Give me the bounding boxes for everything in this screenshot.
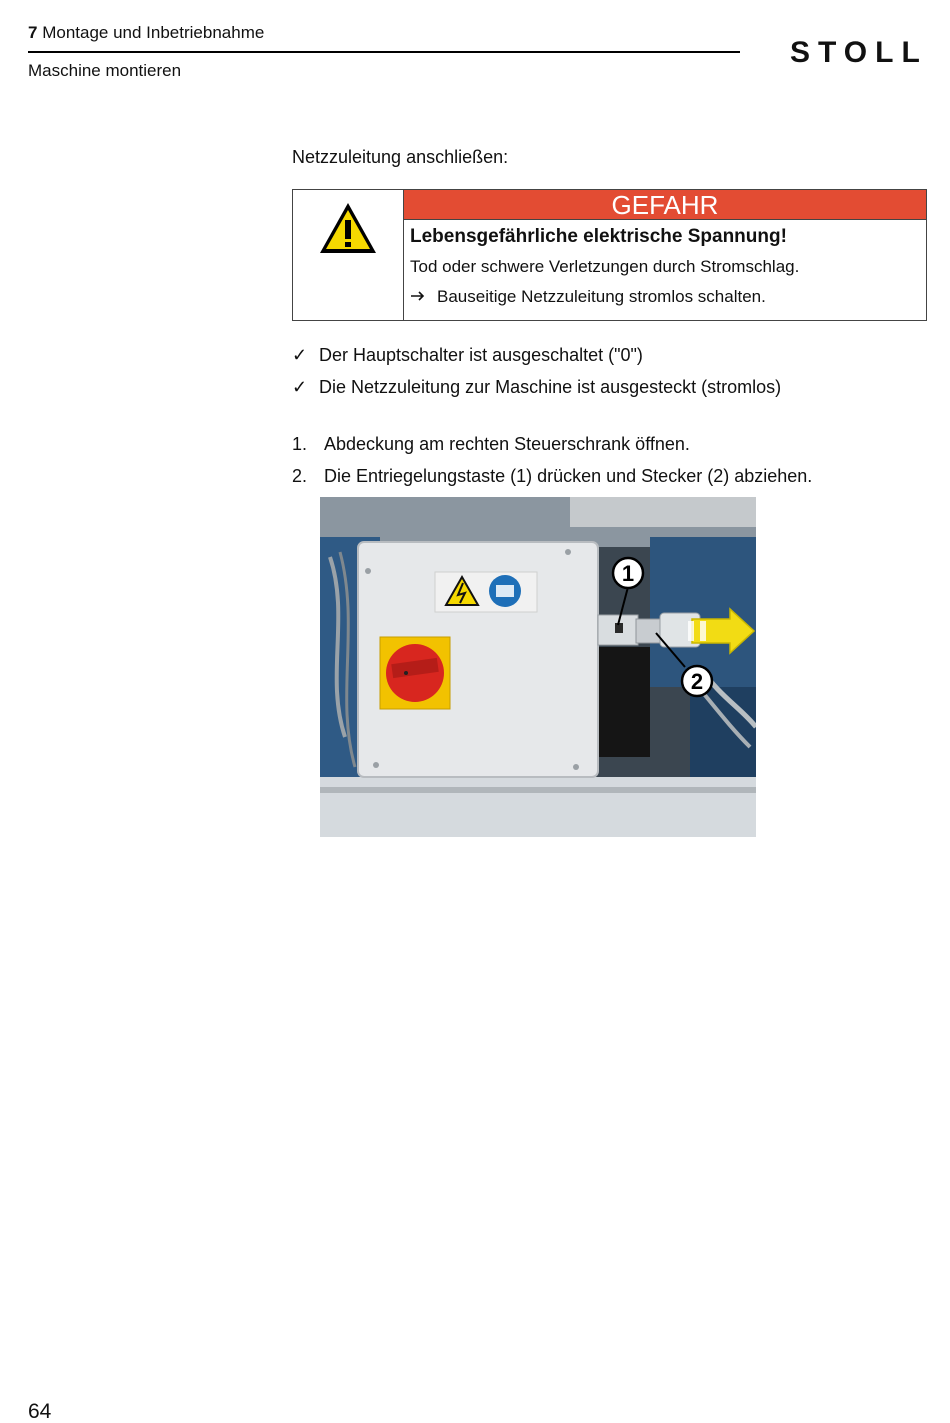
intro-text: Netzzuleitung anschließen: bbox=[292, 147, 509, 167]
warning-icon-cell bbox=[293, 190, 404, 320]
arrow-right-icon bbox=[410, 287, 437, 307]
step-item bbox=[292, 434, 690, 455]
hazard-action bbox=[404, 277, 926, 307]
warning-triangle-icon bbox=[317, 200, 379, 256]
section-title: Maschine montieren bbox=[28, 61, 182, 80]
checkmark-icon: ✓ bbox=[292, 377, 308, 397]
header-rule bbox=[28, 51, 740, 53]
signal-word: GEFAHR bbox=[404, 190, 926, 220]
control-cabinet-photo bbox=[320, 497, 756, 837]
callout-2: 2 bbox=[690, 669, 704, 694]
prerequisite-item bbox=[292, 345, 643, 366]
hazard-action-text: Bauseitige Netzzuleitung stromlos schalten. bbox=[437, 287, 766, 306]
step-number: 1. bbox=[292, 434, 308, 454]
chapter-number: 7 bbox=[28, 23, 38, 42]
prerequisite-text: Der Hauptschalter ist ausgeschaltet ("0") bbox=[319, 345, 643, 365]
checkmark-icon: ✓ bbox=[292, 345, 308, 365]
prerequisite-item bbox=[292, 377, 781, 398]
warning-content bbox=[404, 190, 926, 320]
step-text: Abdeckung am rechten Steuerschrank öffnen. bbox=[324, 434, 690, 454]
step-number: 2. bbox=[292, 466, 308, 486]
callout-1: 1 bbox=[621, 561, 635, 586]
chapter-heading bbox=[28, 23, 264, 43]
page-number: 64 bbox=[28, 1400, 52, 1423]
danger-notice bbox=[292, 189, 927, 321]
step-text: Die Entriegelungstaste (1) drücken und Stecker (2) abziehen. bbox=[324, 466, 813, 486]
hazard-consequence: Tod oder schwere Verletzungen durch Stromschlag. bbox=[410, 257, 800, 276]
step-item bbox=[292, 466, 812, 487]
brand-logo: STOLL bbox=[790, 36, 928, 69]
hazard-title: Lebensgefährliche elektrische Spannung! bbox=[410, 226, 787, 247]
chapter-title: Montage und Inbetriebnahme bbox=[42, 23, 265, 42]
prerequisite-text: Die Netzzuleitung zur Maschine ist ausgesteckt (stromlos) bbox=[319, 377, 782, 397]
